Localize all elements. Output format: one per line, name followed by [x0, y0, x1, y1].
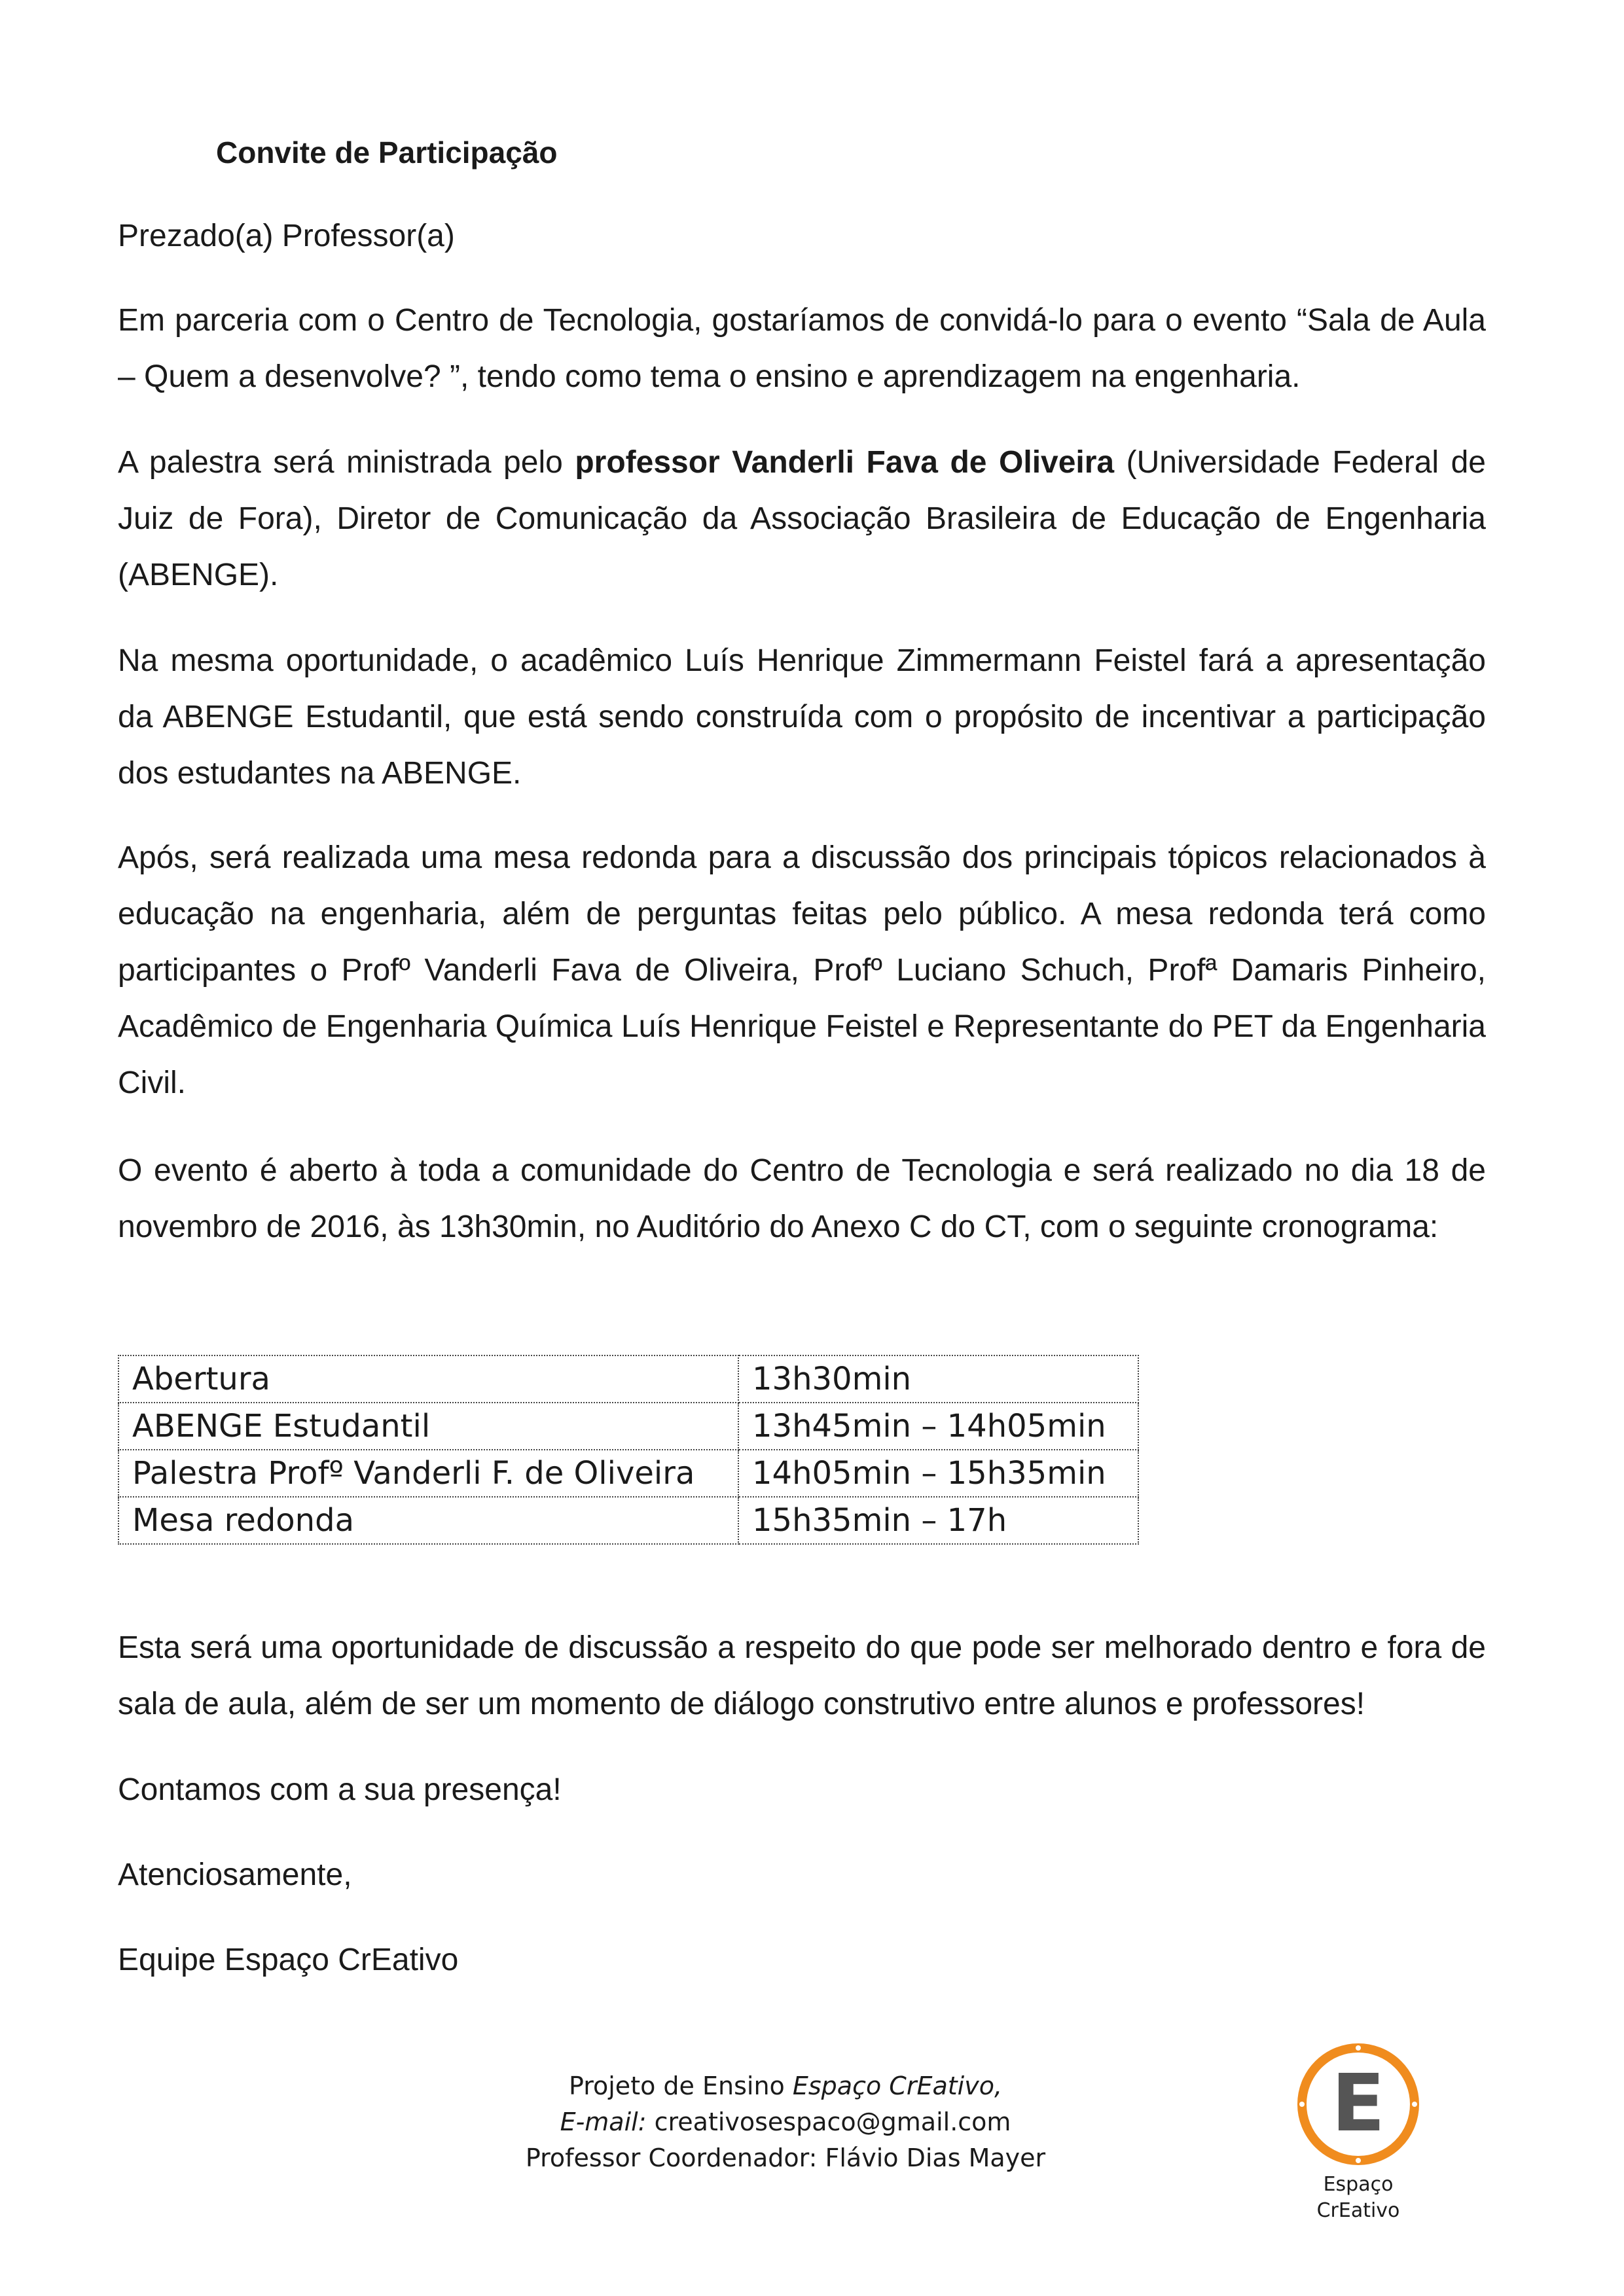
footer [458, 2068, 1113, 2176]
greeting: Prezado(a) Professor(a) [118, 219, 455, 253]
paragraph-abenge-estudantil: Na mesma oportunidade, o acadêmico Luís Henrique Zimmermann Feistel fará a apresentação da ABENGE Estudantil, que está sendo construída com o propósito de incentivar a participação dos estudantes na ABENGE. [118, 643, 1486, 791]
schedule-time: 14h05min – 15h35min [738, 1450, 1138, 1497]
schedule-table [118, 1355, 1139, 1545]
schedule-time: 13h45min – 14h05min [738, 1403, 1138, 1450]
footer-coordinator: Professor Coordenador: Flávio Dias Mayer [525, 2144, 1046, 2172]
paragraph-event-details: O evento é aberto à toda a comunidade do Centro de Tecnologia e será realizado no dia 18 de novembro de 2016, às 13h30min, no Auditório do Anexo C do CT, com o seguinte cronograma: [118, 1153, 1486, 1244]
logo-caption: Espaço CrEativo [1316, 2173, 1400, 2222]
signature: Equipe Espaço CrEativo [118, 1943, 459, 1977]
footer-project: Projeto de Ensino Espaço CrEativo, [568, 2072, 1003, 2100]
svg-text:E: E [1331, 2058, 1385, 2149]
closing-salutation: Atenciosamente, [118, 1857, 352, 1892]
paragraph-lecture [118, 435, 1486, 603]
lecture-text-after: (Universidade Federal de Juiz de Fora), Diretor de Comunicação da Associação Brasileira de Educação de Engenharia (ABENGE). [118, 445, 1486, 592]
lecture-text-before: A palestra será ministrada pelo [118, 445, 575, 480]
schedule-activity: Palestra Profº Vanderli F. de Oliveira [118, 1450, 738, 1497]
schedule-time: 13h30min [738, 1355, 1138, 1403]
schedule-row [118, 1355, 1138, 1403]
footer-email: E-mail: creativosespaco@gmail.com [560, 2108, 1011, 2136]
schedule-activity: Mesa redonda [118, 1497, 738, 1544]
paragraph-presence: Contamos com a sua presença! [118, 1772, 562, 1807]
schedule-activity: Abertura [118, 1355, 738, 1403]
espaco-creativo-logo-icon [1293, 2039, 1424, 2170]
schedule-row [118, 1497, 1138, 1544]
schedule-row [118, 1450, 1138, 1497]
paragraph-closing-remarks: Esta será uma oportunidade de discussão a respeito do que pode ser melhorado dentro e fora de sala de aula, além de ser um momento de diálogo construtivo entre alunos e professores! [118, 1630, 1486, 1721]
schedule-activity: ABENGE Estudantil [118, 1403, 738, 1450]
document-title: Convite de Participação [216, 135, 558, 170]
schedule-row [118, 1403, 1138, 1450]
lecturer-name: professor Vanderli Fava de Oliveira [575, 445, 1115, 480]
paragraph-invitation: Em parceria com o Centro de Tecnologia, gostaríamos de convidá-lo para o evento “Sala de Aula – Quem a desenvolve? ”, tendo como tema o ensino e aprendizagem na engenharia. [118, 303, 1486, 394]
paragraph-round-table: Após, será realizada uma mesa redonda para a discussão dos principais tópicos relacionados à educação na engenharia, além de perguntas feitas pelo público. A mesa redonda terá como participantes o Profº Vanderli Fava de Oliveira, Profº Luciano Schuch, Profª Damaris Pinheiro, Acadêmico de Engenharia Química Luís Henrique Feistel e Representante do PET da Engenharia Civil. [118, 840, 1486, 1100]
schedule-time: 15h35min – 17h [738, 1497, 1138, 1544]
